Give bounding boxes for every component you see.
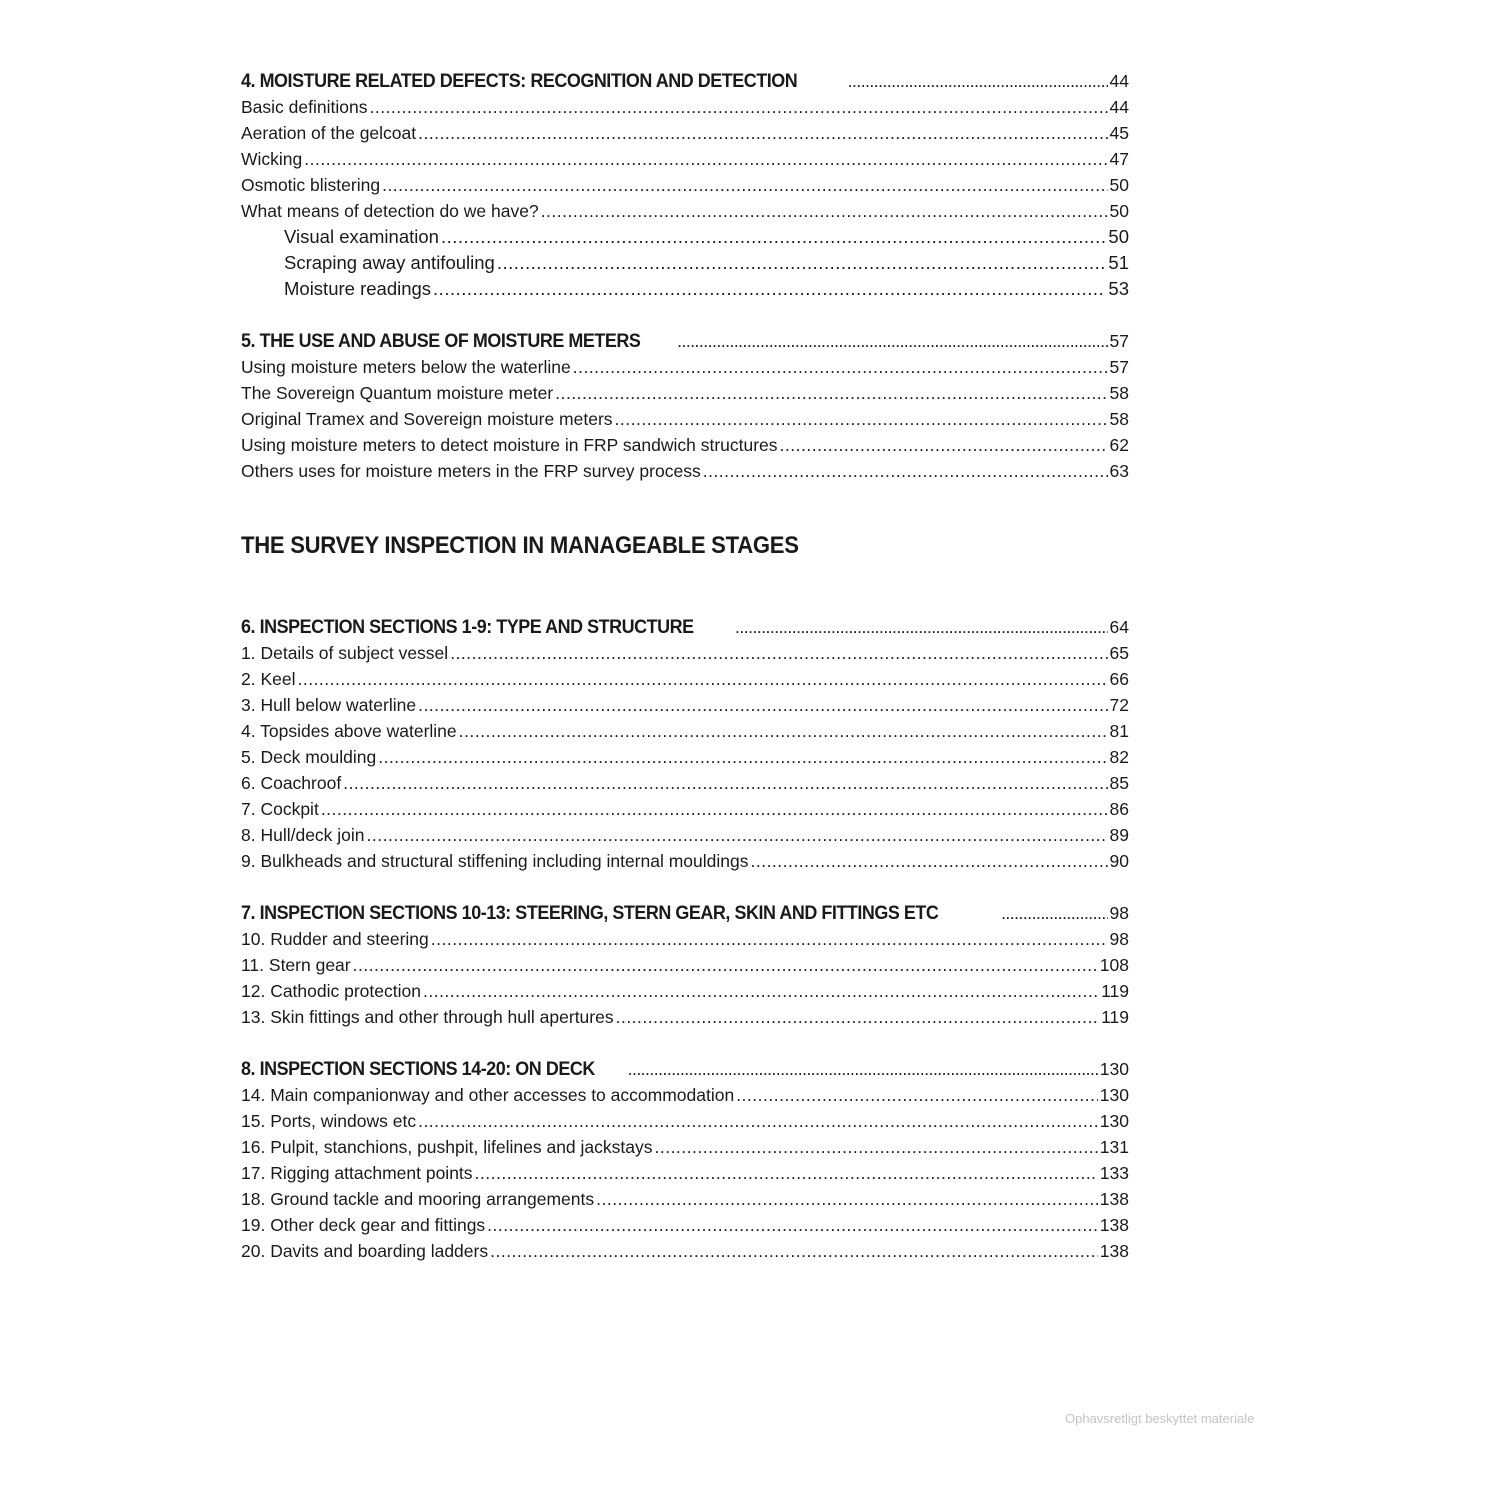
toc-entry-label: 14. Main companionway and other accesses to accommodation — [241, 1085, 735, 1105]
toc-entry-label: 3. Hull below waterline — [241, 695, 417, 715]
toc-entry-label: Visual examination — [284, 226, 439, 247]
toc-entry-label: 6. Coachroof — [241, 773, 342, 793]
toc-entry-label: 17. Rigging attachment points — [241, 1163, 473, 1183]
toc-entry[interactable] — [241, 354, 1129, 380]
leader-dots — [382, 172, 1107, 198]
leader-dots — [615, 406, 1108, 432]
toc-entry-label: 4. Topsides above waterline — [241, 721, 457, 741]
toc-entry-label: Moisture readings — [284, 278, 432, 299]
toc-heading[interactable] — [241, 68, 1129, 94]
toc-entry-label: Using moisture meters to detect moisture in FRP sandwich structures — [241, 435, 778, 455]
toc-page-number: 50 — [1109, 175, 1129, 195]
toc-page-number: 50 — [1108, 226, 1129, 247]
toc-page-number: 51 — [1108, 252, 1129, 273]
toc-entry[interactable] — [241, 770, 1129, 796]
toc-heading[interactable] — [241, 900, 1129, 926]
toc-entry[interactable] — [241, 1186, 1129, 1212]
toc-entry-label: Scraping away antifouling — [284, 252, 495, 273]
toc-page-number: 44 — [1109, 71, 1129, 91]
leader-dots — [418, 1108, 1098, 1134]
leader-dots — [418, 120, 1107, 146]
toc-page-number: 130 — [1099, 1059, 1129, 1079]
toc-entry-label: 15. Ports, windows etc — [241, 1111, 417, 1131]
leader-dots — [703, 458, 1108, 484]
spacer — [241, 302, 1129, 328]
toc-heading-label: 6. INSPECTION SECTIONS 1-9: TYPE AND STRUCTURE — [241, 616, 694, 638]
toc-page-number: 45 — [1109, 123, 1129, 143]
leader-dots — [353, 952, 1098, 978]
toc-entry-label: Aeration of the gelcoat — [241, 123, 417, 143]
toc-page-number: 82 — [1109, 747, 1129, 767]
toc-entry-label: 9. Bulkheads and structural stiffening including internal mouldings — [241, 851, 749, 871]
toc-entry[interactable] — [241, 1134, 1129, 1160]
toc-heading-label: 4. MOISTURE RELATED DEFECTS: RECOGNITION AND DETECTION — [241, 70, 798, 92]
leader-dots — [848, 68, 1108, 94]
toc-page-number: 119 — [1101, 1007, 1129, 1027]
leader-dots — [418, 692, 1107, 718]
toc-entry[interactable] — [241, 1082, 1129, 1108]
leader-dots — [736, 1082, 1098, 1108]
leader-dots — [459, 718, 1108, 744]
leader-dots — [431, 926, 1108, 952]
copyright-watermark: Ophavsretligt beskyttet materiale — [1065, 1411, 1255, 1426]
leader-dots — [441, 224, 1106, 250]
toc-page-number: 58 — [1109, 409, 1129, 429]
toc-page-number: 138 — [1099, 1189, 1129, 1209]
toc-entry[interactable] — [241, 1238, 1129, 1264]
toc-entry-label: 12. Cathodic protection — [241, 981, 421, 1001]
toc-page-number: 53 — [1108, 278, 1129, 299]
toc-entry-label: 20. Davits and boarding ladders — [241, 1241, 489, 1261]
toc-page-number: 72 — [1109, 695, 1129, 715]
toc-page-number: 57 — [1109, 331, 1129, 351]
toc-entry[interactable] — [241, 1108, 1129, 1134]
leader-dots — [555, 380, 1107, 406]
toc-page-number: 65 — [1109, 643, 1129, 663]
toc-entry[interactable] — [241, 198, 1129, 224]
toc-entry-label: What means of detection do we have? — [241, 201, 539, 221]
toc-entry[interactable] — [241, 406, 1129, 432]
toc-entry-label: 5. Deck moulding — [241, 747, 377, 767]
leader-dots — [475, 1160, 1098, 1186]
leader-dots — [487, 1212, 1098, 1238]
leader-dots — [780, 432, 1108, 458]
toc-entry[interactable] — [241, 380, 1129, 406]
leader-dots — [497, 250, 1107, 276]
toc-subentry[interactable] — [241, 250, 1129, 276]
toc-entry[interactable] — [241, 172, 1129, 198]
leader-dots — [654, 1134, 1097, 1160]
toc-entry-label: 2. Keel — [241, 669, 296, 689]
toc-entry-label: Original Tramex and Sovereign moisture meters — [241, 409, 613, 429]
leader-dots — [343, 770, 1107, 796]
toc-entry-label: 18. Ground tackle and mooring arrangements — [241, 1189, 595, 1209]
toc-page-number: 138 — [1099, 1241, 1129, 1261]
toc-heading[interactable] — [241, 614, 1129, 640]
toc-entry[interactable] — [241, 926, 1129, 952]
toc-entry[interactable] — [241, 718, 1129, 744]
toc-entry-label: The Sovereign Quantum moisture meter — [241, 383, 554, 403]
leader-dots — [321, 796, 1108, 822]
toc-entry[interactable] — [241, 692, 1129, 718]
toc-page-number: 63 — [1109, 461, 1129, 481]
toc-page-number: 119 — [1101, 981, 1129, 1001]
toc-entry-label: Osmotic blistering — [241, 175, 381, 195]
toc-entry[interactable] — [241, 432, 1129, 458]
toc-entry[interactable] — [241, 848, 1129, 874]
leader-dots — [616, 1004, 1100, 1030]
toc-page-number: 108 — [1099, 955, 1129, 975]
toc-entry-label: 8. Hull/deck join — [241, 825, 365, 845]
toc-entry-label: 13. Skin fittings and other through hull apertures — [241, 1007, 614, 1027]
toc-entry[interactable] — [241, 952, 1129, 978]
toc-entry-label: 10. Rudder and steering — [241, 929, 429, 949]
toc-heading-label: 7. INSPECTION SECTIONS 10-13: STEERING, STERN GEAR, SKIN AND FITTINGS ETC — [241, 902, 939, 924]
leader-dots — [628, 1056, 1098, 1082]
leader-dots — [677, 328, 1107, 354]
leader-dots — [423, 978, 1099, 1004]
toc-heading[interactable] — [241, 1056, 1129, 1082]
toc-entry[interactable] — [241, 1160, 1129, 1186]
toc-entry-label: Basic definitions — [241, 97, 368, 117]
leader-dots — [433, 276, 1106, 302]
toc-entry[interactable] — [241, 458, 1129, 484]
toc-entry[interactable] — [241, 120, 1129, 146]
toc-section-7 — [241, 900, 1129, 1030]
part-title: THE SURVEY INSPECTION IN MANAGEABLE STAGES — [241, 532, 799, 559]
leader-dots — [541, 198, 1108, 224]
leader-dots — [1001, 900, 1107, 926]
toc-entry[interactable] — [241, 146, 1129, 172]
toc-entry-label: 11. Stern gear — [241, 955, 351, 975]
spacer — [241, 1030, 1129, 1056]
spacer — [241, 874, 1129, 900]
toc-entry[interactable] — [241, 1212, 1129, 1238]
spacer — [241, 561, 1129, 614]
toc-entry-label: Others uses for moisture meters in the FRP survey process — [241, 461, 701, 481]
toc-entry[interactable] — [241, 666, 1129, 692]
toc-heading-label: 8. INSPECTION SECTIONS 14-20: ON DECK — [241, 1058, 595, 1080]
toc-page-number: 98 — [1109, 903, 1129, 923]
leader-dots — [750, 848, 1107, 874]
leader-dots — [735, 614, 1108, 640]
leader-dots — [450, 640, 1107, 666]
toc-subentry[interactable] — [241, 224, 1129, 250]
toc-entry[interactable] — [241, 1004, 1129, 1030]
toc-heading-label: 5. THE USE AND ABUSE OF MOISTURE METERS — [241, 330, 641, 352]
toc-page-number: 98 — [1109, 929, 1129, 949]
toc-page-number: 58 — [1109, 383, 1129, 403]
toc-page-number: 66 — [1109, 669, 1129, 689]
toc-page-number: 138 — [1099, 1215, 1129, 1235]
toc-entry[interactable] — [241, 978, 1129, 1004]
leader-dots — [596, 1186, 1098, 1212]
leader-dots — [367, 822, 1108, 848]
toc-entry[interactable] — [241, 796, 1129, 822]
toc-entry-label: 7. Cockpit — [241, 799, 319, 819]
toc-page-number: 130 — [1099, 1085, 1129, 1105]
toc-page-number: 86 — [1109, 799, 1129, 819]
leader-dots — [297, 666, 1107, 692]
toc-page-number: 131 — [1099, 1137, 1129, 1157]
toc-page-number: 57 — [1109, 357, 1129, 377]
leader-dots — [369, 94, 1107, 120]
leader-dots — [378, 744, 1107, 770]
toc-entry[interactable] — [241, 94, 1129, 120]
toc-page-number: 89 — [1109, 825, 1129, 845]
toc-entry-label: 1. Details of subject vessel — [241, 643, 449, 663]
toc-page-number: 50 — [1109, 201, 1129, 221]
toc-page-number: 81 — [1109, 721, 1129, 741]
toc-entry[interactable] — [241, 744, 1129, 770]
toc-section-4 — [241, 68, 1129, 302]
toc-page-number: 133 — [1099, 1163, 1129, 1183]
toc-page-number: 62 — [1109, 435, 1129, 455]
leader-dots — [490, 1238, 1098, 1264]
toc-page-number: 44 — [1109, 97, 1129, 117]
leader-dots — [573, 354, 1108, 380]
toc-entry[interactable] — [241, 640, 1129, 666]
toc-page-number: 90 — [1109, 851, 1129, 871]
toc-section-8 — [241, 1056, 1129, 1264]
toc-entry-label: 16. Pulpit, stanchions, pushpit, lifelines and jackstays — [241, 1137, 653, 1157]
toc-entry-label: 19. Other deck gear and fittings — [241, 1215, 486, 1235]
toc-entry-label: Using moisture meters below the waterline — [241, 357, 571, 377]
toc-entry-label: Wicking — [241, 149, 303, 169]
toc-page-number: 47 — [1109, 149, 1129, 169]
toc-page-number: 130 — [1099, 1111, 1129, 1131]
toc-section-6 — [241, 614, 1129, 874]
table-of-contents — [241, 68, 1129, 1264]
toc-page-number: 64 — [1109, 617, 1129, 637]
toc-page-number: 85 — [1109, 773, 1129, 793]
toc-entry[interactable] — [241, 822, 1129, 848]
toc-subentry[interactable] — [241, 276, 1129, 302]
toc-section-5 — [241, 328, 1129, 484]
leader-dots — [304, 146, 1107, 172]
toc-heading[interactable] — [241, 328, 1129, 354]
